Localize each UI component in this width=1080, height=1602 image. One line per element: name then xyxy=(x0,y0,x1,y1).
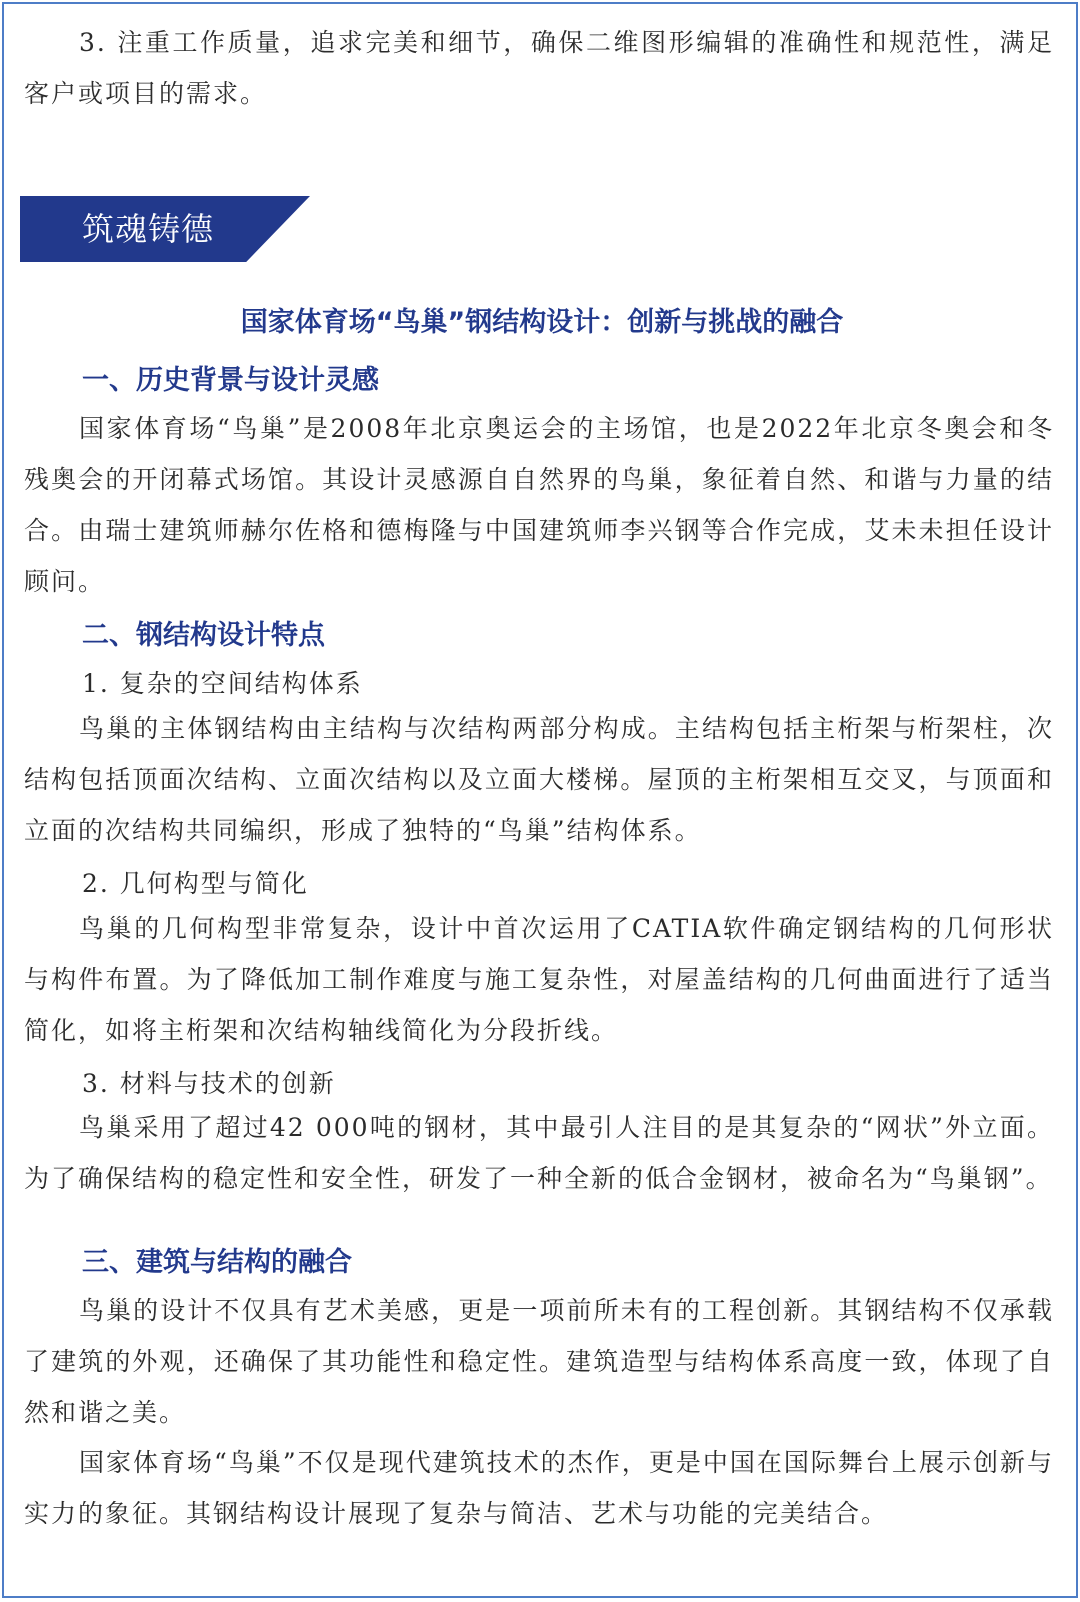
section3-paragraph-2: 国家体育场“鸟巢”不仅是现代建筑技术的杰作，更是中国在国际舞台上展示创新与实力的象征。其钢结构设计展现了复杂与简洁、艺术与功能的完美结合。 xyxy=(24,1448,1054,1528)
section1-heading: 一、历史背景与设计灵感 xyxy=(82,365,379,396)
item2-title: 2. 几何构型与简化 xyxy=(82,869,309,898)
item2-body: 鸟巢的几何构型非常复杂，设计中首次运用了CATIA软件确定钢结构的几何形状与构件布置。为了降低加工制作难度与施工复杂性，对屋盖结构的几何曲面进行了适当简化，如将主桁架和次结构轴线简化为分段折线。 xyxy=(24,914,1054,1045)
document-page xyxy=(2,2,1078,1598)
item3-body: 鸟巢采用了超过42 000吨的钢材，其中最引人注目的是其复杂的“网状”外立面。为了确保结构的稳定性和安全性，研发了一种全新的低合金钢材，被命名为“鸟巢钢”。 xyxy=(24,1113,1054,1193)
item1-body: 鸟巢的主体钢结构由主结构与次结构两部分构成。主结构包括主桁架与桁架柱，次结构包括顶面次结构、立面次结构以及立面大楼梯。屋顶的主桁架相互交叉，与顶面和立面的次结构共同编织，形成了独特的“鸟巢”结构体系。 xyxy=(24,714,1054,845)
item3-title: 3. 材料与技术的创新 xyxy=(82,1069,336,1098)
intro-paragraph: 3. 注重工作质量，追求完美和细节，确保二维图形编辑的准确性和规范性，满足客户或项目的需求。 xyxy=(24,28,1054,108)
section3-heading: 三、建筑与结构的融合 xyxy=(82,1247,352,1278)
section2-heading: 二、钢结构设计特点 xyxy=(82,620,325,651)
section-banner-label: 筑魂铸德 xyxy=(82,210,215,248)
section3-paragraph-1: 鸟巢的设计不仅具有艺术美感，更是一项前所未有的工程创新。其钢结构不仅承载了建筑的外观，还确保了其功能性和稳定性。建筑造型与结构体系高度一致，体现了自然和谐之美。 xyxy=(24,1296,1054,1427)
item1-title: 1. 复杂的空间结构体系 xyxy=(82,669,363,698)
section1-paragraph: 国家体育场“鸟巢”是2008年北京奥运会的主场馆，也是2022年北京冬奥会和冬残奥会的开闭幕式场馆。其设计灵感源自自然界的鸟巢，象征着自然、和谐与力量的结合。由瑞士建筑师赫尔佐格和德梅隆与中国建筑师李兴钢等合作完成，艾未未担任设计顾问。 xyxy=(24,414,1054,596)
article-title: 国家体育场“鸟巢”钢结构设计：创新与挑战的融合 xyxy=(240,307,844,338)
